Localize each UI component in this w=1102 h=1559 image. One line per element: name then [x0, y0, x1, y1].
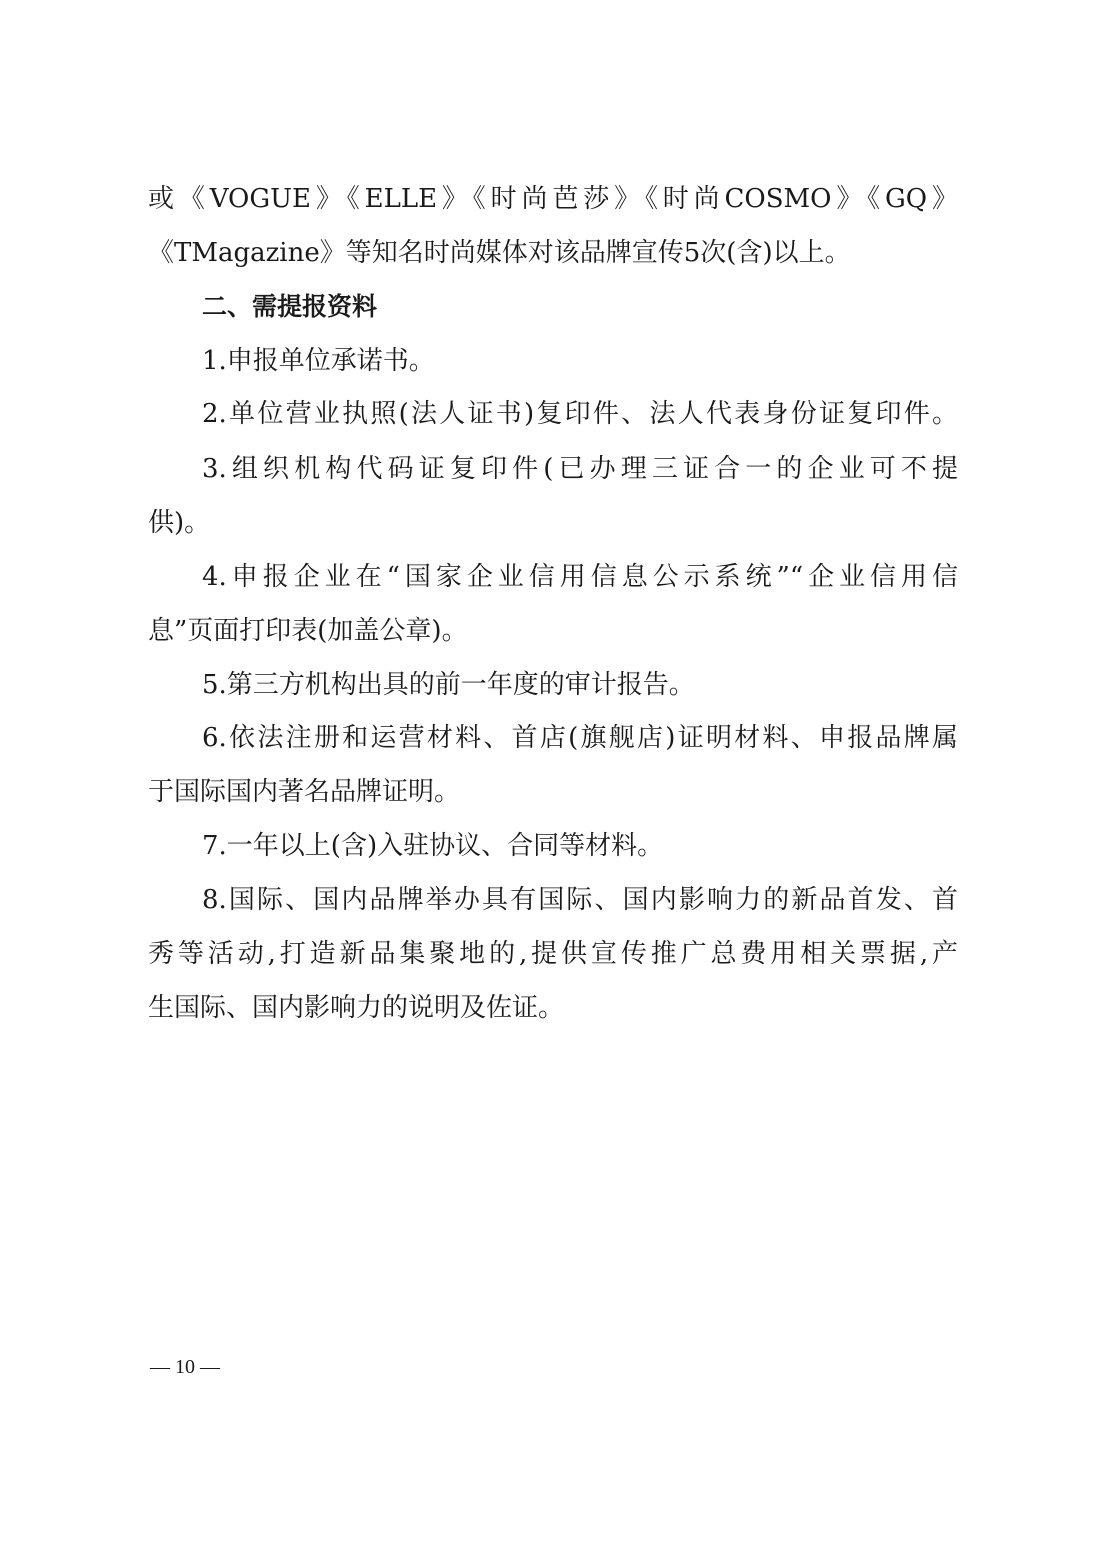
list-item: 5.第三方机构出具的前一年度的审计报告。 — [202, 670, 695, 700]
list-item: 8.国际、国内品牌举办具有国际、国内影响力的新品首发、首 — [202, 885, 958, 915]
list-item: 2.单位营业执照(法人证书)复印件、法人代表身份证复印件。 — [202, 399, 958, 429]
list-item-continuation: 于国际国内著名品牌证明。 — [148, 777, 461, 807]
paragraph-line: 或《VOGUE》《ELLE》《时尚芭莎》《时尚COSMO》《GQ》 — [148, 184, 958, 214]
list-item: 7.一年以上(含)入驻协议、合同等材料。 — [202, 831, 664, 861]
list-item-continuation: 秀等活动,打造新品集聚地的,提供宣传推广总费用相关票据,产 — [148, 939, 958, 969]
paragraph-line: 《TMagazine》等知名时尚媒体对该品牌宣传5次(含)以上。 — [148, 238, 851, 268]
list-item: 1.申报单位承诺书。 — [202, 346, 435, 376]
list-item: 3.组织机构代码证复印件(已办理三证合一的企业可不提 — [202, 454, 958, 484]
list-item: 6.依法注册和运营材料、首店(旗舰店)证明材料、申报品牌属 — [202, 723, 958, 753]
section-heading: 二、需提报资料 — [202, 292, 378, 321]
page-number: — 10 — — [150, 1356, 220, 1378]
list-item-continuation: 息”页面打印表(加盖公章)。 — [148, 616, 468, 646]
list-item-continuation: 供)。 — [148, 508, 211, 538]
list-item: 4.申报企业在“国家企业信用信息公示系统”“企业信用信 — [202, 562, 958, 592]
list-item-continuation: 生国际、国内影响力的说明及佐证。 — [148, 993, 565, 1023]
